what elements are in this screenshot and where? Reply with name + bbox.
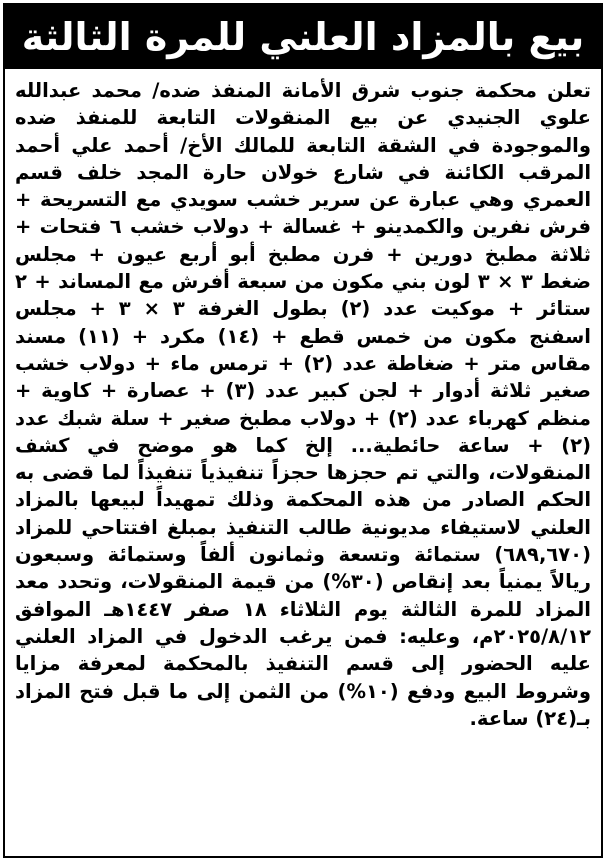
notice-title: بيع بالمزاد العلني للمرة الثالثة [5, 5, 601, 69]
notice-body: تعلن محكمة جنوب شرق الأمانة المنفذ ضده/ محمد عبدالله علوي الجنيدي عن بيع المنقولات التابعة للمنفذ ضده والموجودة في الشقة التابعة للمالك الأخ/ أحمد علي أحمد المرقب الكائنة في شارع خولان حارة المجد خلف قسم العمري وهي عبارة عن سرير خشب سويدي مع التسريحة + فرش نفرين والكمدينو + غسالة + دولاب خشب ٦ فتحات + ثلاثة مطبخ دورين + فرن مطبخ أبو أربع عيون + مجلس ضغط ٣ × ٣ لون بني مكون من سبعة أفرش مع المساند + ٢ ستائر + موكيت عدد (٢) بطول الغرفة ٣ × ٣ + مجلس اسفنج مكون من خمس قطع + (١٤) مكرد + (١١) مسند مقاس متر + ضغاطة عدد (٢) + ترمس ماء + دولاب خشب صغير ثلاثة أدوار + لجن كبير عدد (٣) + عصارة + كاوية + منظم كهرباء عدد (٢) + دولاب مطبخ صغير + سلة شبك عدد (٢) + ساعة حائطية... إلخ كما هو موضح في كشف المنقولات، والتي تم حجزها حجزاً تنفيذياً تنفيذاً لما قضى به الحكم الصادر من هذه المحكمة وذلك تمهيداً لبيعها بالمزاد العلني لاستيفاء مديونية طالب التنفيذ بمبلغ افتتاحي للمزاد (٦٨٩,٦٧٠) ستمائة وتسعة وثمانون ألفاً وستمائة وسبعون ريالاً يمنياً بعد إنقاص (٣٠%) من قيمة المنقولات، وتحدد معد المزاد للمرة الثالثة يوم الثلاثاء ١٨ صفر ١٤٤٧هـ الموافق ٢٠٢٥/٨/١٢م، وعليه: فمن يرغب الدخول في المزاد العلني عليه الحضور إلى قسم التنفيذ بالمحكمة لمعرفة مزايا وشروط البيع ودفع (١٠%) من الثمن إلى ما قبل فتح المزاد بـ(٢٤) ساعة. [15, 79, 591, 730]
auction-notice [3, 3, 603, 858]
